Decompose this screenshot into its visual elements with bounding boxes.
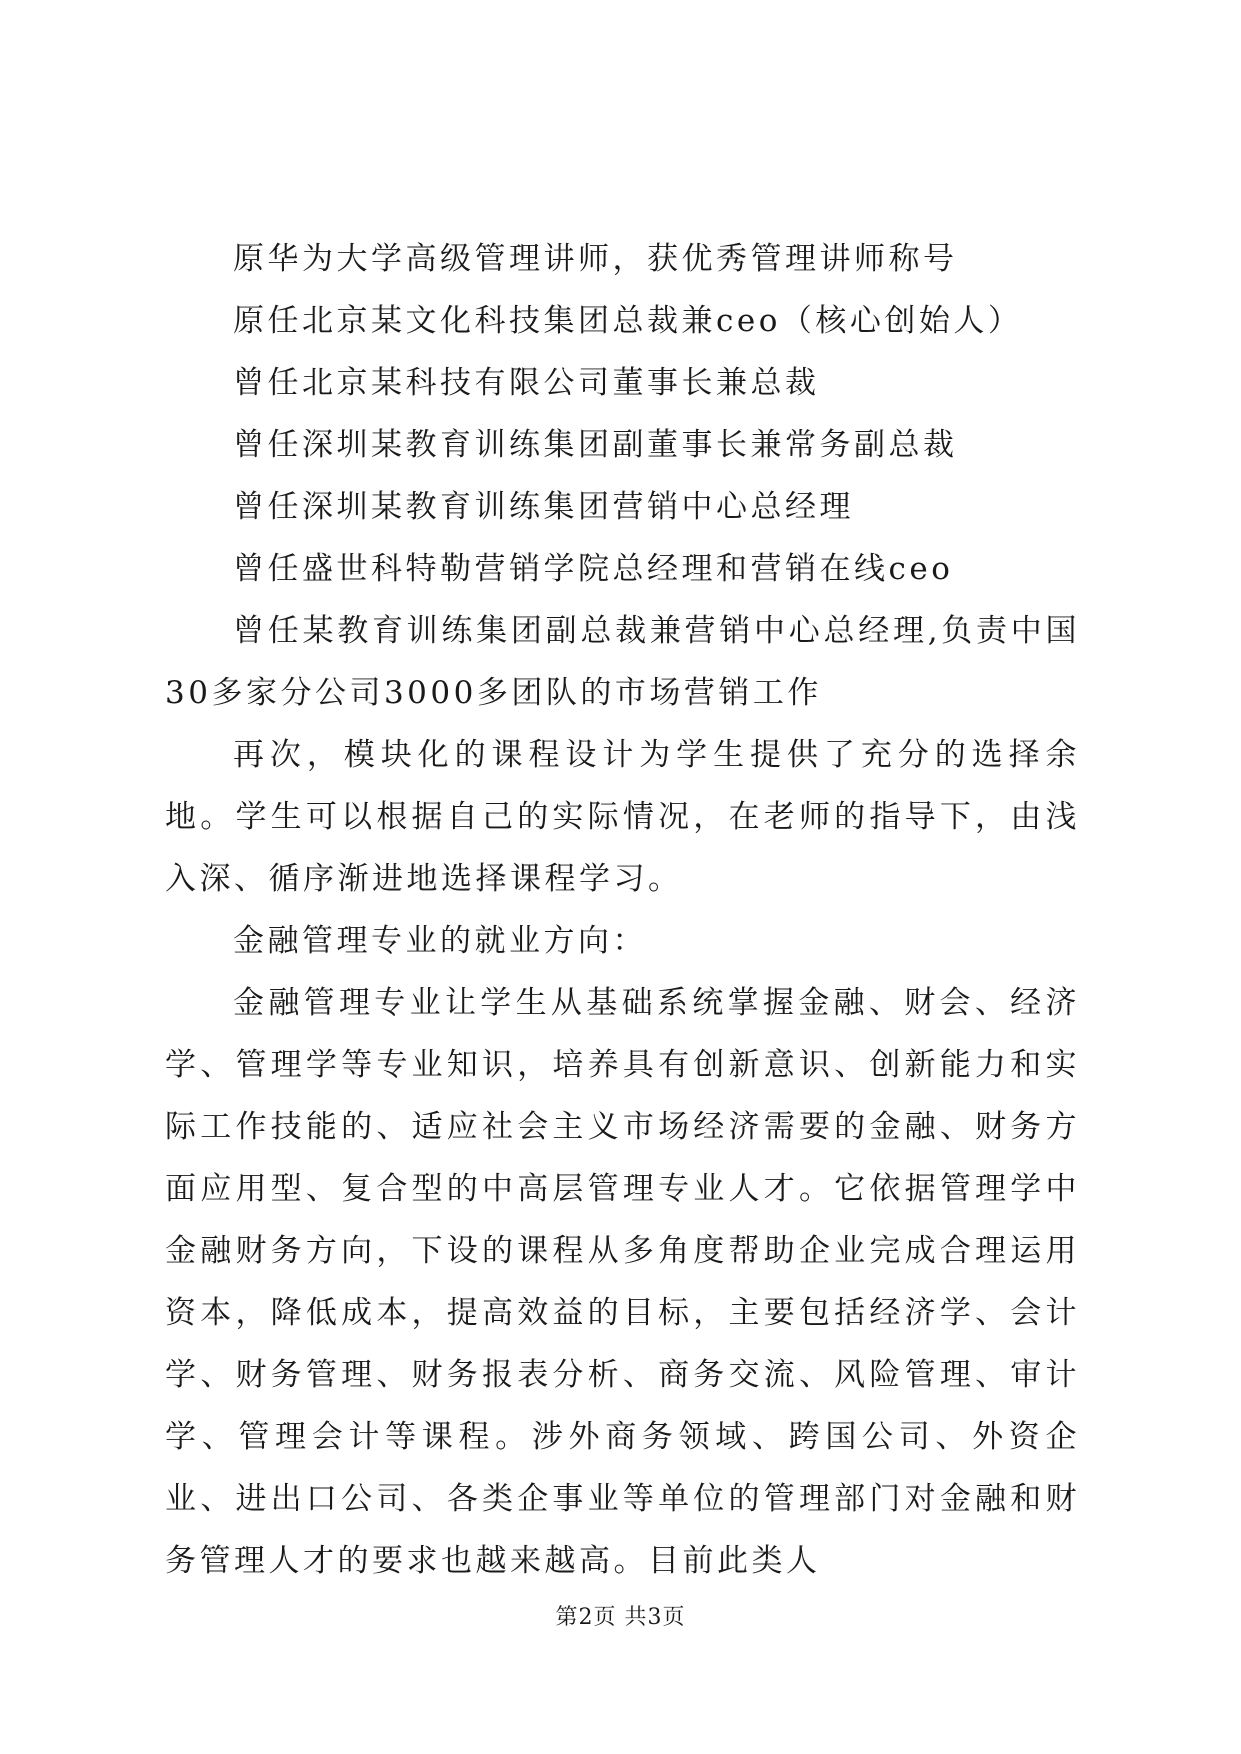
paragraph: 金融管理专业让学生从基础系统掌握金融、财会、经济学、管理学等专业知识，培养具有创新意识、创新能力和实际工作技能的、适应社会主义市场经济需要的金融、财务方面应用型、复合型的中高层管理专业人才。它依据管理学中金融财务方向，下设的课程从多角度帮助企业完成合理运用资本，降低成本，提高效益的目标，主要包括经济学、会计学、财务管理、财务报表分析、商务交流、风险管理、审计学、管理会计等课程。涉外商务领域、跨国公司、外资企业、进出口公司、各类企事业等单位的管理部门对金融和财务管理人才的要求也越来越高。目前此类人 [165, 985, 1080, 1579]
list-line: 曾任深圳某教育训练集团副董事长兼常务副总裁 [233, 427, 958, 463]
list-line: 原华为大学高级管理讲师，获优秀管理讲师称号 [233, 241, 958, 277]
section-heading: 金融管理专业的就业方向： [233, 923, 647, 959]
list-line: 曾任深圳某教育训练集团营销中心总经理 [233, 489, 854, 525]
document-body [165, 228, 1080, 1592]
paragraph: 再次，模块化的课程设计为学生提供了充分的选择余地。学生可以根据自己的实际情况，在老师的指导下，由浅入深、循序渐进地选择课程学习。 [165, 737, 1080, 897]
list-line: 原任北京某文化科技集团总裁兼ceo（核心创始人） [233, 303, 1023, 339]
paragraph: 曾任某教育训练集团副总裁兼营销中心总经理,负责中国30多家分公司3000多团队的市场营销工作 [165, 613, 1080, 711]
page-footer: 第2页 共3页 [555, 1605, 686, 1630]
list-line: 曾任盛世科特勒营销学院总经理和营销在线ceo [233, 551, 954, 587]
list-line: 曾任北京某科技有限公司董事长兼总裁 [233, 365, 820, 401]
